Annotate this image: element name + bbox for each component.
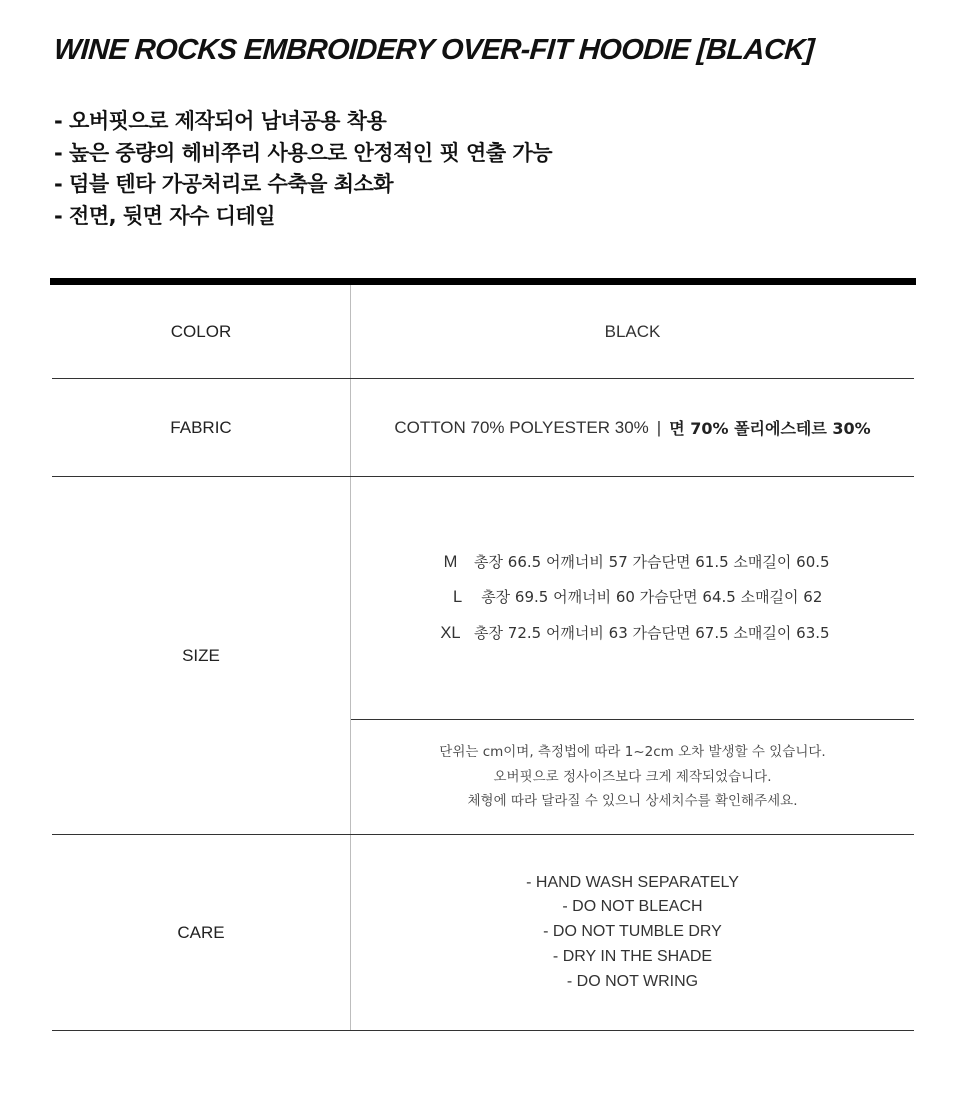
care-line: - DRY IN THE SHADE (552, 947, 713, 965)
fabric-value (351, 379, 914, 476)
size-code: L (453, 588, 463, 607)
size-notes (351, 720, 914, 834)
size-measurements (351, 477, 914, 720)
size-measure: 총장 69.5 어깨너비 60 가슴단면 64.5 소매길이 62 (481, 588, 823, 607)
size-note: 오버핏으로 정사이즈보다 크게 제작되었습니다. (493, 768, 772, 785)
feature-item: - 전면, 뒷면 자수 디테일 (54, 203, 276, 228)
color-label: COLOR (52, 285, 351, 378)
size-code: XL (440, 623, 461, 642)
size-value (351, 477, 914, 834)
size-note: 단위는 cm이며, 측정법에 따라 1~2cm 오차 발생할 수 있습니다. (439, 744, 826, 761)
size-note: 체형에 따라 달라질 수 있으니 상세치수를 확인해주세요. (467, 793, 798, 810)
care-row (52, 835, 914, 1031)
color-row (52, 285, 914, 379)
size-line-l (443, 580, 823, 616)
care-value (351, 835, 914, 1030)
care-line: - DO NOT WRING (566, 972, 699, 990)
size-line-xl (435, 616, 829, 652)
fabric-row (52, 379, 914, 477)
size-label: SIZE (52, 477, 351, 834)
size-code: M (443, 552, 458, 571)
care-label: CARE (52, 835, 351, 1030)
fabric-label: FABRIC (52, 379, 351, 476)
care-instructions (526, 871, 739, 995)
size-measure: 총장 72.5 어깨너비 63 가슴단면 67.5 소매길이 63.5 (474, 623, 830, 642)
color-value: BLACK (604, 321, 661, 341)
care-line: - DO NOT BLEACH (562, 898, 703, 916)
size-line-m (435, 545, 829, 581)
spec-table (52, 285, 914, 1031)
care-line: - HAND WASH SEPARATELY (526, 873, 739, 891)
feature-item: - 오버핏으로 제작되어 남녀공용 착용 (54, 109, 387, 133)
size-row (52, 477, 914, 835)
product-title: WINE ROCKS EMBROIDERY OVER-FIT HOODIE [BLACK] (52, 34, 815, 66)
fabric-separator: | (656, 417, 662, 437)
feature-item: - 높은 중량의 헤비쭈리 사용으로 안정적인 핏 연출 가능 (54, 140, 552, 165)
fabric-value-en: COTTON 70% POLYESTER 30% (394, 417, 649, 437)
table-top-rule (50, 278, 916, 285)
care-line: - DO NOT TUMBLE DRY (543, 923, 722, 941)
fabric-value-ko: 면 70% 폴리에스테르 30% (669, 419, 871, 438)
feature-item: - 덤블 텐타 가공처리로 수축을 최소화 (54, 172, 394, 196)
size-measure: 총장 66.5 어깨너비 57 가슴단면 61.5 소매길이 60.5 (474, 552, 830, 571)
feature-list (54, 106, 552, 232)
